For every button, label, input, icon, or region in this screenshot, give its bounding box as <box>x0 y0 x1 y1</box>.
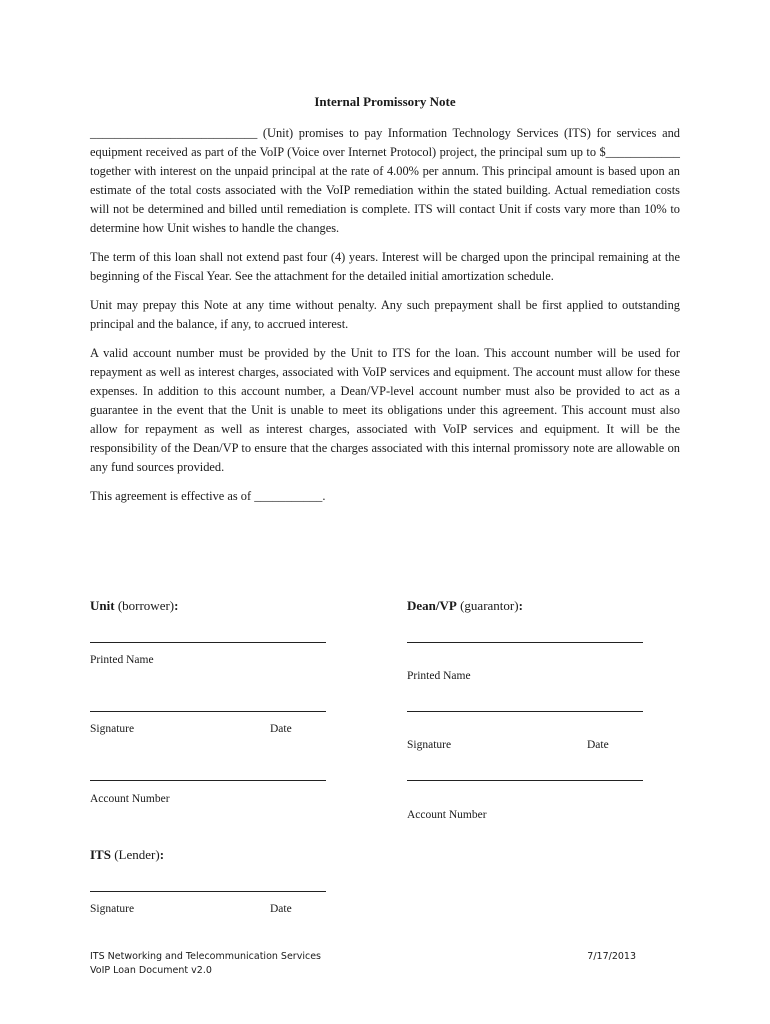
footer-document-version: VoIP Loan Document v2.0 <box>90 965 212 976</box>
signature-section <box>90 0 680 1024</box>
unit-account-number-line[interactable] <box>90 780 326 781</box>
footer-date: 7/17/2013 <box>587 951 636 962</box>
its-colon: : <box>159 847 165 862</box>
its-signature-caption <box>90 903 330 919</box>
dean-account-number-line[interactable] <box>407 780 643 781</box>
paragraph-account: A valid account number must be provided by the Unit to ITS for the loan. This account number will be used for repayment as well as interest charges, associated with VoIP services and equipment. The account must allow for these expenses. In addition to this account number, a Dean/VP-level account number must also be provided to act as a guarantee in the event that the Unit is unable to meet its obligations under this agreement. This account must also allow for repayment as well as interest charges, associated with VoIP services and equipment. It will be the responsibility of the Dean/VP to ensure that the charges associated with this internal promissory note are allowable on any fund sources provided. <box>90 346 680 474</box>
dean-guarantor-heading <box>407 598 647 614</box>
signature-label: Signature <box>90 723 135 735</box>
paragraph-prepay: Unit may prepay this Note at any time without penalty. Any such prepayment shall be first applied to outstanding principal and the balance, if any, to accrued interest. <box>90 298 680 331</box>
printed-name-label: Printed Name <box>90 654 154 666</box>
dean-colon: : <box>518 598 523 613</box>
date-label: Date <box>270 723 292 735</box>
dean-signature-caption <box>407 739 647 755</box>
unit-account-number-caption <box>90 793 330 809</box>
unit-borrower-heading <box>90 598 330 614</box>
page-footer <box>90 950 636 978</box>
dean-role: Dean/VP <box>407 598 457 613</box>
unit-signature-line[interactable] <box>90 711 326 712</box>
dean-printed-name-caption <box>407 670 647 686</box>
its-role: ITS <box>90 847 111 862</box>
dean-account-number-caption <box>407 809 647 825</box>
unit-signature-caption <box>90 723 330 739</box>
unit-printed-name-line[interactable] <box>90 642 326 643</box>
unit-qualifier: (borrower) <box>117 598 175 613</box>
paragraph-promise: ___________________________ (Unit) promises to pay Information Technology Services (ITS) for services and equipment received as part of the VoIP (Voice over Internet Protocol) project, the principal sum up to $____________ together with interest on the unpaid principal at the rate of 4.00% per annum. This principal amount is based upon an estimate of the total costs associated with the VoIP remediation within the stated building. Actual remediation costs will not be determined and billed until remediation is complete. ITS will contact Unit if costs vary more than 10% to determine how Unit wishes to handle the changes. <box>90 126 680 235</box>
signature-label: Signature <box>90 903 135 915</box>
its-qualifier: (Lender) <box>114 847 160 862</box>
signature-label: Signature <box>407 739 452 751</box>
printed-name-label: Printed Name <box>407 670 471 682</box>
dean-printed-name-line[interactable] <box>407 642 643 643</box>
date-label: Date <box>587 739 609 751</box>
date-label: Date <box>270 903 292 915</box>
footer-department: ITS Networking and Telecommunication Services <box>90 951 321 962</box>
paragraph-term: The term of this loan shall not extend past four (4) years. Interest will be charged upon the principal remaining at the beginning of the Fiscal Year. See the attachment for the detailed initial amortization schedule. <box>90 250 680 283</box>
dean-qualifier: (guarantor) <box>460 598 519 613</box>
account-number-label: Account Number <box>90 793 170 805</box>
dean-signature-line[interactable] <box>407 711 643 712</box>
its-lender-heading <box>90 847 330 863</box>
its-signature-line[interactable] <box>90 891 326 892</box>
unit-role: Unit <box>90 598 115 613</box>
document-title: Internal Promissory Note <box>314 94 456 109</box>
unit-printed-name-caption <box>90 654 330 670</box>
account-number-label: Account Number <box>407 809 487 821</box>
paragraph-effective: This agreement is effective as of ___________. <box>90 489 326 503</box>
unit-colon: : <box>174 598 179 613</box>
